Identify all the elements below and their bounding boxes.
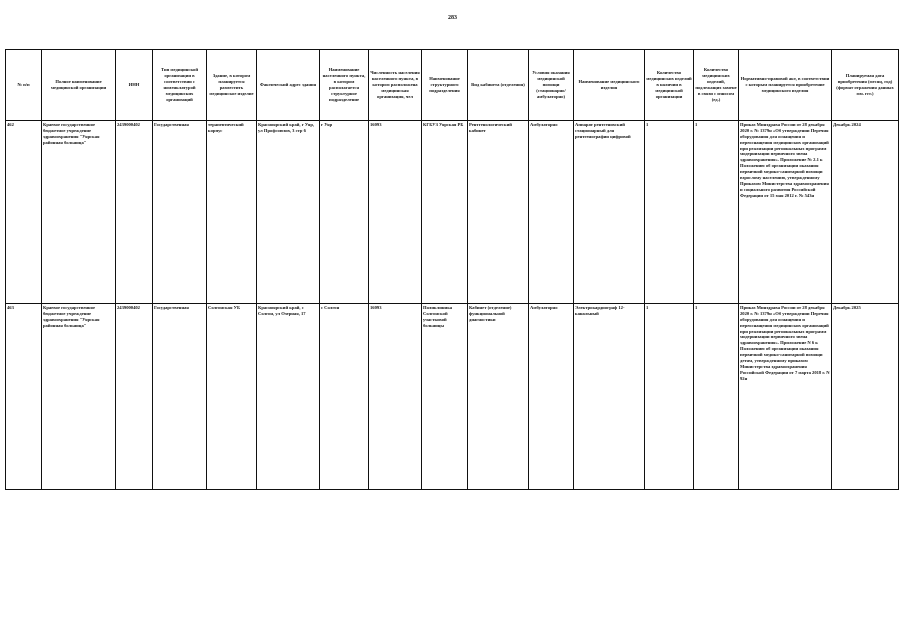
cell-subdivision: КГБУЗ Уярская РБ — [422, 121, 468, 304]
cell-purchase-date: Декабрь 2024 — [832, 121, 899, 304]
cell-device-count: 1 — [645, 121, 694, 304]
col-header-address: Фактический адрес здания — [257, 50, 320, 121]
cell-replace-count: 1 — [694, 304, 739, 490]
cell-legal-act: Приказ Минздрава России от 28 декабря 2020 г. № 1379н «Об утверждении Перечня оборудования для оснащения и переоснащения медицинских организаций при реализации региональных программ модернизации первичного звена здравоохранения». Приложение N 6 к Положению об организации оказания первичной медико-санитарной помощи детям, утвержденному приказом Министерства здравоохранения Российской Федерации от 7 марта 2018 г. N 92н — [739, 304, 832, 490]
cell-org-name: Краевое государственное бюджетное учреждение здравоохранения "Уярская районная больница" — [42, 304, 116, 490]
cell-population: 16093 — [369, 304, 422, 490]
cell-org-type: Государственная — [153, 304, 207, 490]
page-number: 283 — [448, 15, 457, 21]
cell-building: Солгонская УБ — [207, 304, 257, 490]
cell-address: Красноярский край, с Солгон, ул Озерная, 17 — [257, 304, 320, 490]
col-header-building: Здание, в котором планируется разместить медицинское изделие — [207, 50, 257, 121]
cell-org-name: Краевое государственное бюджетное учреждение здравоохранения "Уярская районная больница" — [42, 121, 116, 304]
cell-building: терапевтический корпус — [207, 121, 257, 304]
col-header-care-conditions: Условия оказания медицинской помощи (стационарно/амбулаторно) — [529, 50, 574, 121]
cell-purchase-date: Декабрь 2025 — [832, 304, 899, 490]
table-row — [6, 121, 899, 304]
cell-cabinet-type: Кабинет (отделение) функциональной диагностики — [468, 304, 529, 490]
cell-subdivision: Поликлиника Солгонской участковой больницы — [422, 304, 468, 490]
cell-care-conditions: Амбулаторно — [529, 304, 574, 490]
cell-replace-count: 1 — [694, 121, 739, 304]
col-header-subdivision: Наименование структурного подразделения — [422, 50, 468, 121]
col-header-number: № п/п — [6, 50, 42, 121]
cell-device-name: Электрокардиограф 12-канальный — [574, 304, 645, 490]
col-header-device-count: Количество медицинских изделий в наличии в медицинской организации — [645, 50, 694, 121]
cell-cabinet-type: Рентгенологический кабинет — [468, 121, 529, 304]
cell-care-conditions: Амбулаторно — [529, 121, 574, 304]
cell-population: 16093 — [369, 121, 422, 304]
table-row — [6, 304, 899, 490]
cell-device-name: Аппарат рентгеновский стационарный для рентгенографии цифровой — [574, 121, 645, 304]
cell-device-count: 1 — [645, 304, 694, 490]
header-row — [6, 50, 899, 121]
col-header-settlement: Наименование населенного пункта, в котором располагается структурное подразделение — [320, 50, 369, 121]
cell-address: Красноярский край, г Уяр, ул Профсоюзов, 3 стр 6 — [257, 121, 320, 304]
cell-inn: 2439000402 — [116, 121, 153, 304]
col-header-org-name: Полное наименование медицинской организации — [42, 50, 116, 121]
col-header-replace-count: Количество медицинских изделий, подлежащих замене в связи с износом (ед.) — [694, 50, 739, 121]
cell-number: 463 — [6, 304, 42, 490]
cell-inn: 2439000402 — [116, 304, 153, 490]
cell-settlement: г Уяр — [320, 121, 369, 304]
col-header-org-type: Тип медицинской организации в соответствии с номенклатурой медицинских организаций — [153, 50, 207, 121]
col-header-legal-act: Нормативно-правовой акт, в соответствии с которым планируется приобретение медицинского изделия — [739, 50, 832, 121]
col-header-cabinet-type: Вид кабинета (отделения) — [468, 50, 529, 121]
cell-number: 462 — [6, 121, 42, 304]
col-header-device-name: Наименование медицинского изделия — [574, 50, 645, 121]
equipment-table — [5, 49, 899, 490]
cell-legal-act: Приказ Минздрава России от 28 декабря 2020 г. № 1379н «Об утверждении Перечня оборудования для оснащения и переоснащения медицинских организаций при реализации региональных программ модернизации первичного звена здравоохранения». Приложение № 2.1 к Положению об организации оказания первичной медико-санитарной помощи взрослому населению, утвержденному Приказом Министерства здравоохранения и социального развития Российской Федерации от 15 мая 2012 г. № 543н — [739, 121, 832, 304]
cell-org-type: Государственная — [153, 121, 207, 304]
cell-settlement: с Солгон — [320, 304, 369, 490]
col-header-purchase-date: Планируемая дата приобретения (месяц, год) (формат отражения данных мм. ггг.) — [832, 50, 899, 121]
col-header-inn: ИНН — [116, 50, 153, 121]
col-header-population: Численность населения населенного пункта, в котором расположена медицинская организация, чел — [369, 50, 422, 121]
